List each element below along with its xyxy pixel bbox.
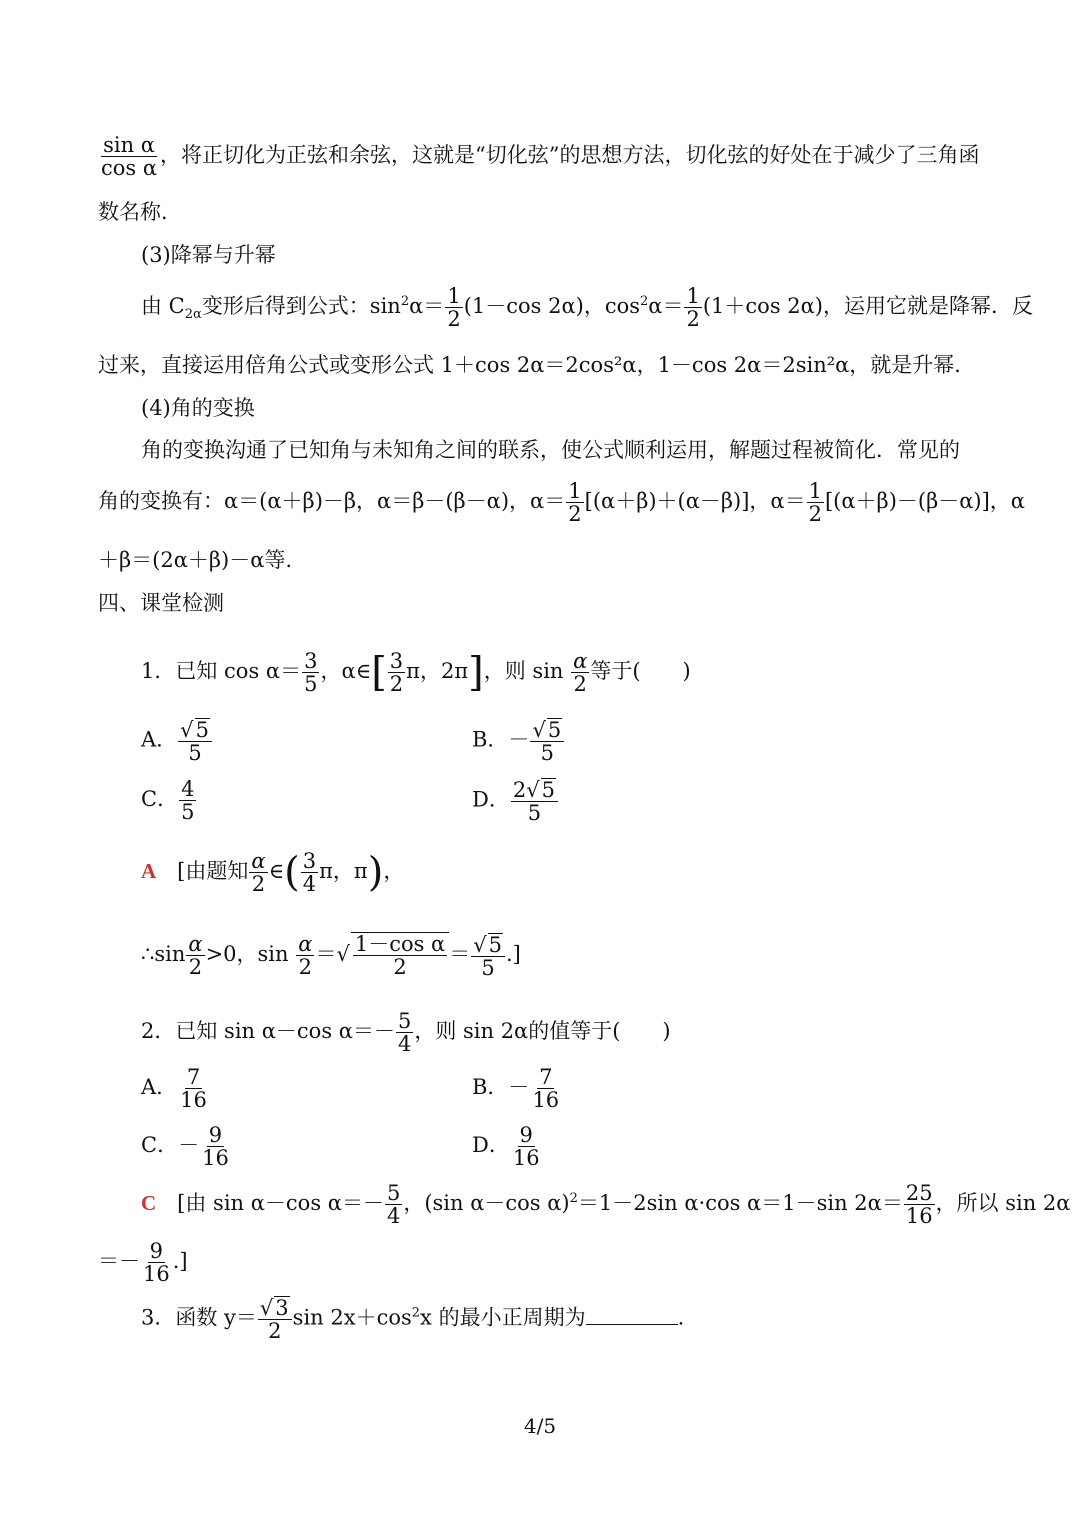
fraction: $\frac{9}{16}$ <box>202 1123 229 1171</box>
fraction: $\frac{7}{16}$ <box>532 1065 560 1113</box>
fraction: $\frac{\alpha}{2}$ <box>298 932 313 980</box>
fraction-half: $\frac{1}{2}$ <box>447 284 461 332</box>
q2-option-a[interactable]: A． $\frac{7}{16}$ <box>141 1065 207 1113</box>
section-4-para-3: ＋β＝(2α＋β)－α等. <box>98 548 293 572</box>
question-1: 1．已知 cos α＝ $\frac{3}{5}$ ，α∈[ $\frac{3}{2}$ π，2π]，则 sin $\frac{\alpha}{2}$ 等于( ) <box>141 649 691 697</box>
answer-letter: A <box>141 859 157 884</box>
fraction: $\frac{2√5}{5}$ <box>511 778 558 824</box>
page-number: 4/5 <box>523 1414 557 1438</box>
fraction: $\frac{5}{4}$ <box>386 1181 401 1229</box>
fraction: $\frac{√5}{5}$ <box>530 718 564 764</box>
section-title: 四、课堂检测 <box>98 591 224 615</box>
fraction: $\frac{9}{16}$ <box>143 1239 170 1287</box>
fraction: $\frac{\text{sin α}}{\text{cos α}}$ <box>101 133 158 181</box>
fraction: $\frac{4}{5}$ <box>181 777 195 825</box>
fraction: $\frac{3}{5}$ <box>304 649 318 697</box>
section-3-title: (3)降幂与升幂 <box>141 243 276 267</box>
fraction: $\frac{\alpha}{2}$ <box>573 649 588 697</box>
fraction: $\frac{3}{4}$ <box>302 849 317 897</box>
q2-answer-line-2: ＝－ $\frac{9}{16}$ .] <box>98 1239 188 1287</box>
fraction: $\frac{\text{1－cos α}}{2}$ <box>354 932 446 980</box>
q1-option-c[interactable]: C． $\frac{4}{5}$ <box>141 777 195 825</box>
fraction-half: $\frac{1}{2}$ <box>686 284 700 332</box>
section-4-title: (4)角的变换 <box>141 396 255 420</box>
fraction-half: $\frac{1}{2}$ <box>808 479 822 527</box>
q2-answer: C [由 sin α－cos α＝－ $\frac{5}{4}$ ，(sin α－cos α)$^2$＝1－2sin α·cos α＝1－sin 2α＝ $\frac{25}{16}$ ，所以 sin 2α <box>141 1181 1071 1229</box>
fraction: $\frac{25}{16}$ <box>905 1181 933 1229</box>
fraction: $\frac{√5}{5}$ <box>178 718 212 764</box>
fraction: $\frac{√3}{2}$ <box>258 1296 292 1342</box>
q2-option-d[interactable]: D． $\frac{9}{16}$ <box>472 1123 540 1171</box>
q1-option-d[interactable]: D． $\frac{2√5}{5}$ <box>472 778 559 824</box>
fraction: $\frac{3}{2}$ <box>389 649 404 697</box>
q1-option-b[interactable]: B．－ $\frac{√5}{5}$ <box>472 718 565 764</box>
section-3-para-1: 由 $C_{2\alpha}$变形后得到公式：$\sin^2\alpha=$ $\frac{1}{2}$ (1－cos 2α)，$\cos^2\alpha=$ $\frac{1}{2}$ (1＋cos 2α)，运用它就是降幂．反 <box>141 284 1034 332</box>
intro-line-2: 数名称． <box>98 200 182 224</box>
intro-line-1: $\frac{\text{sin α}}{\text{cos α}}$ ，将正切化为正弦和余弦，这就是“切化弦”的思想方法，切化弦的好处在于减少了三角函 <box>101 133 980 181</box>
section-3-para-2: 过来，直接运用倍角公式或变形公式 1＋cos 2α＝2cos²α，1－cos 2α＝2sin²α，就是升幂． <box>98 353 976 377</box>
answer-blank[interactable] <box>586 1306 678 1325</box>
fraction: $\frac{9}{16}$ <box>512 1123 540 1171</box>
q1-answer-line-2: ∴sin $\frac{\alpha}{2}$ >0，sin $\frac{\alpha}{2}$ ＝√ $\frac{\text{1－cos α}}{2}$ ＝ $\frac{√5}{5}$ .] <box>141 932 521 980</box>
question-2: 2．已知 sin α－cos α＝－ $\frac{5}{4}$ ，则 sin 2α的值等于( ) <box>141 1009 671 1057</box>
fraction: $\frac{√5}{5}$ <box>471 933 505 979</box>
section-4-para-1: 角的变换沟通了已知角与未知角之间的联系，使公式顺利运用，解题过程被简化．常见的 <box>141 438 960 462</box>
q1-option-a[interactable]: A． $\frac{√5}{5}$ <box>141 718 213 764</box>
question-3: 3．函数 y＝ $\frac{√3}{2}$ $\sin 2x+\cos^2x$ 的最小正周期为 . <box>141 1296 685 1344</box>
section-4-para-2: 角的变换有：α＝(α＋β)－β，α＝β－(β－α)，α＝ $\frac{1}{2}$ [(α＋β)＋(α－β)]，α＝ $\frac{1}{2}$ [(α＋β)－(β－α)]，α <box>98 479 1025 527</box>
answer-letter: C <box>141 1191 157 1216</box>
q1-answer: A [由题知 $\frac{\alpha}{2}$ ∈( $\frac{3}{4}$ π，π)， <box>141 849 405 897</box>
q2-option-c[interactable]: C．－ $\frac{9}{16}$ <box>141 1123 229 1171</box>
fraction-half: $\frac{1}{2}$ <box>568 479 582 527</box>
q2-option-b[interactable]: B．－ $\frac{7}{16}$ <box>472 1065 560 1113</box>
fraction: $\frac{7}{16}$ <box>180 1065 207 1113</box>
fraction: $\frac{\alpha}{2}$ <box>251 849 266 897</box>
fraction: $\frac{\alpha}{2}$ <box>188 932 203 980</box>
fraction: $\frac{5}{4}$ <box>397 1009 412 1057</box>
